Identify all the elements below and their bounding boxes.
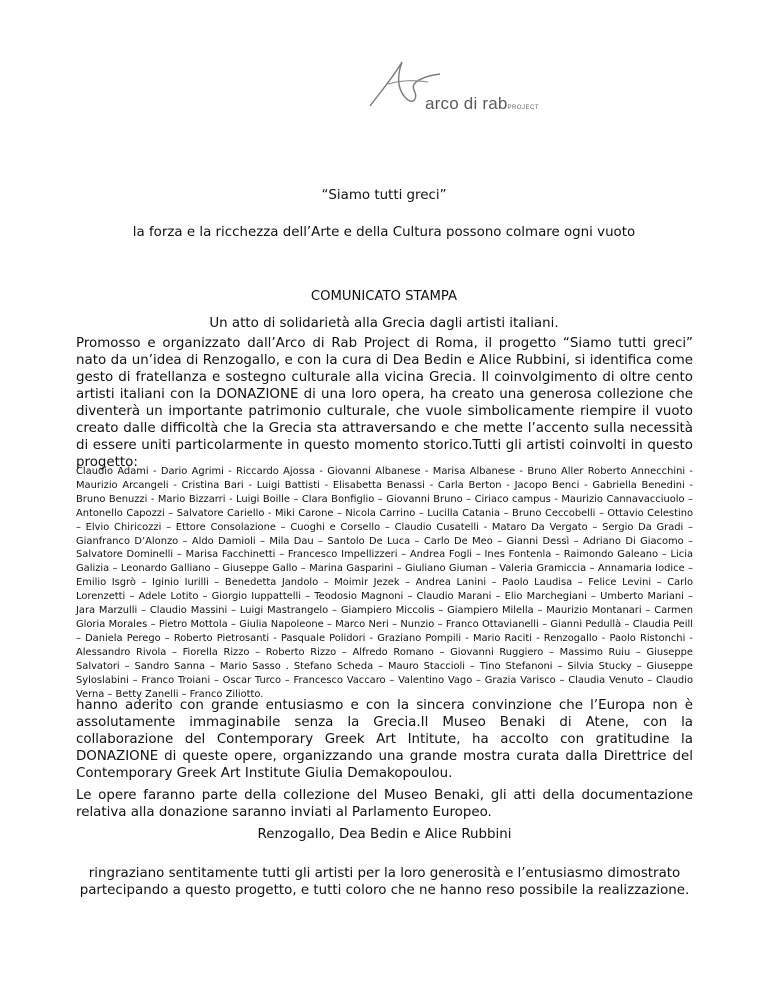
- headline: Un atto di solidarietà alla Grecia dagli artisti italiani.: [209, 316, 559, 331]
- thanks-paragraph: ringraziano sentitamente tutti gli artisti per la loro generosità e l’entusiasmo dimostrato partecipando a questo progetto, e tutti coloro che ne hanno reso possibile la realizzazione.: [79, 866, 690, 898]
- project-subtitle: la forza e la ricchezza dell’Arte e della Cultura possono colmare ogni vuoto: [132, 225, 636, 240]
- logo-suffix: PROJECT: [507, 105, 540, 111]
- press-release-heading: COMUNICATO STAMPA: [310, 289, 458, 304]
- logo-wordmark: arco di rabPROJECT: [425, 94, 540, 113]
- signatories: Renzogallo, Dea Bedin e Alice Rubbini: [257, 827, 512, 842]
- intro-paragraph: Promosso e organizzato dall’Arco di Rab Project di Roma, il progetto “Siamo tutti greci” nato da un’idea di Renzogallo, e con la cura di Dea Bedin e Alice Rubbini, si identifica come gesto di fratellanza e sostegno culturale alla vicina Grecia. Il coinvolgimento di oltre cento artisti italiani con la DONAZIONE di una loro opera, ha creato una generosa collezione che diventerà un importante patrimonio culturale, che vuole simbolicamente riempire il vuoto creato dalle difficoltà che la Grecia sta attraversando e che mette l’accento sulla necessità di essere uniti particolarmente in questo momento storico.Tutti gli artisti coinvolti in questo progetto:: [76, 336, 693, 470]
- arco-di-rab-logo: [368, 56, 558, 116]
- collection-paragraph: Le opere faranno parte della collezione del Museo Benaki, gli atti della documentazione relativa alla donazione saranno inviati al Parlamento Europeo.: [76, 788, 693, 820]
- project-title: “Siamo tutti greci”: [321, 188, 447, 203]
- artists-list: Claudio Adami - Dario Agrimi - Riccardo Ajossa - Giovanni Albanese - Marisa Albanese - Bruno Aller Roberto Annecchini - Maurizio Arcangeli - Cristina Bari - Luigi Battisti - Elisabetta Benassi - Carla Berton - Jacopo Benci - Gabriella Benedini - Bruno Benuzzi - Mario Bizzarri - Luigi Boille – Clara Bonfiglio – Giovanni Bruno – Ciriaco campus - Maurizio Cannavacciuolo – Antonello Capozzi – Salvatore Cariello - Miki Carone – Nicola Carrino – Lucilla Catania – Bruno Ceccobelli – Ottavio Celestino – Elvio Chiricozzi – Ettore Consolazione – Cuoghi e Corsello – Claudio Cusatelli - Mataro Da Vergato – Sergio Da Gradi – Gianfranco D’Alonzo – Aldo Damioli – Mila Dau – Santolo De Luca – Carlo De Meo – Gianni Dessì – Adriano Di Giacomo – Salvatore Dominelli – Marisa Facchinetti – Francesco Impellizzeri – Andrea Fogli – Ines Fontenla – Raimondo Galeano – Licia Galizia – Leonardo Galliano – Giuseppe Gallo – Marina Gasparini – Giuliano Giuman – Valeria Gramiccia – Annamaria Iodice – Emilio Isgrò – Iginio Iurilli – Benedetta Jandolo – Moimir Jezek – Andrea Lanini – Paolo Laudisa – Felice Levini – Carlo Lorenzetti – Adele Lotito – Giorgio Iuppattelli – Teodosio Magnoni – Claudio Marani – Elio Marchegiani – Umberto Mariani – Jara Marzulli – Claudio Massini – Luigi Mastrangelo – Giampiero Miccolis – Giampiero Milella – Maurizio Montanari – Carmen Gloria Morales – Pietro Mottola – Giulia Napoleone – Marco Neri – Nunzio – Franco Ottavianelli – Gianni Pedullà – Claudia Peill – Daniela Perego – Roberto Pietrosanti - Pasquale Polidori - Graziano Pompili - Mario Raciti - Renzogallo - Paolo Ristonchi - Alessandro Rivola – Fiorella Rizzo – Roberto Rizzo – Alfredo Romano – Giovanni Ruggiero – Massimo Ruiu – Giuseppe Salvatori – Sandro Sanna – Mario Sasso . Stefano Scheda – Mauro Staccioli – Tino Stefanoni – Silvia Stucky – Giuseppe Syloslabini – Franco Troiani – Oscar Turco – Francesco Vaccaro – Valentino Vago – Grazia Varisco – Claudia Venuto – Claudio Verna – Betty Zanelli – Franco Ziliotto.: [76, 466, 693, 700]
- museum-paragraph: hanno aderito con grande entusiasmo e con la sincera convinzione che l’Europa non è assolutamente immaginabile senza la Grecia.Il Museo Benaki di Atene, con la collaborazione del Contemporary Greek Art Intitute, ha accolto con gratitudine la DONAZIONE di queste opere, organizzando una grande mostra curata dalla Direttrice del Contemporary Greek Art Institute Giulia Demakopoulou.: [76, 698, 693, 781]
